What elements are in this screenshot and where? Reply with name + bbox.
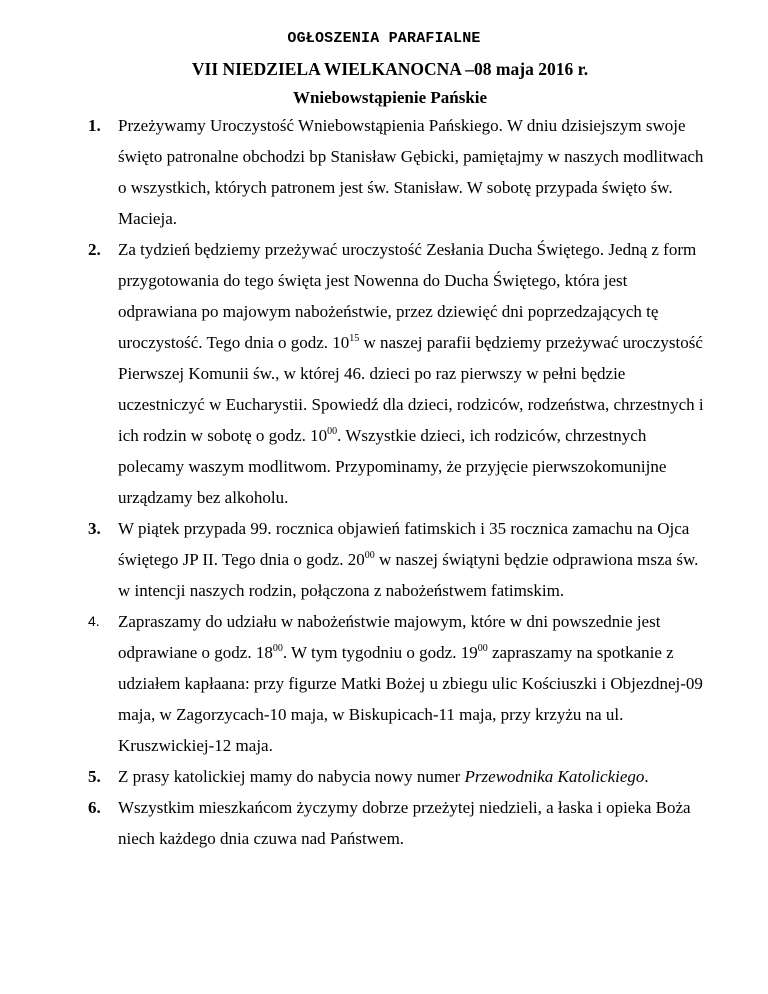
time-superscript: 15 [349, 333, 360, 344]
notice-item-3 [0, 513, 768, 606]
notice-number: 5. [88, 767, 101, 786]
notice-number: 4. [88, 613, 100, 629]
notice-item-1 [0, 110, 768, 234]
notice-text-part: . W tym tygodniu o godz. 19 [282, 643, 478, 662]
notice-item-6 [0, 792, 768, 854]
notice-text-part: zapraszamy na spotkanie z udziałem kapłaana: przy figurze Matki Bożej u zbiegu ulic Kościuszki i Objezdnej-09 maja, w Zagorzycach-10 maja, w Biskupicach-11 maja, przy krzyżu na ul. Kruszwickiej-12 maja. [118, 643, 703, 755]
notice-text-part: Z prasy katolickiej mamy do nabycia nowy numer [118, 767, 465, 786]
publication-title: Przewodnika Katolickiego [464, 767, 645, 786]
notice-text-part: w naszej świątyni będzie odprawiona msza św. w intencji naszych rodzin, połączona z nabożeństwem fatimskim. [118, 550, 699, 600]
notice-text-part: . Wszystkie dzieci, ich rodziców, chrzestnych polecamy waszym modlitwom. Przypominamy, że przyjęcie pierwszokomunijne urządzamy bez alkoholu. [118, 426, 667, 507]
notices-list [0, 110, 768, 854]
page-title: VII NIEDZIELA WIELKANOCNA –08 maja 2016 r. [191, 59, 589, 79]
time-superscript: 00 [364, 550, 375, 561]
notice-text: Wszystkim mieszkańcom życzymy dobrze przeżytej niedzieli, a łaska i opieka Boża niech każdego dnia czuwa nad Państwem. [118, 798, 691, 848]
time-superscript: 00 [327, 426, 338, 437]
notice-number: 6. [88, 798, 101, 817]
notice-item-5 [0, 761, 768, 792]
notice-item-4 [0, 606, 768, 761]
notice-text-part: w naszej parafii będziemy przeżywać uroczystość Pierwszej Komunii św., w której 46. dzieci po raz pierwszy w pełni będzie uczestniczyć w Eucharystii. Spowiedź dla dzieci, rodziców, rodzeństwa, chrzestnych i ich rodzin w sobotę o godz. 10 [118, 333, 704, 445]
notice-number: 1. [88, 116, 101, 135]
notice-text-part: W piątek przypada 99. rocznica objawień fatimskich i 35 rocznica zamachu na Ojca świętego JP II. Tego dnia o godz. 20 [118, 519, 690, 569]
notice-text-part: . [644, 767, 649, 786]
time-superscript: 00 [272, 643, 283, 654]
page-subtitle: Wniebowstąpienie Pańskie [292, 88, 488, 107]
notice-text-part: Za tydzień będziemy przeżywać uroczystość Zesłania Ducha Świętego. Jedną z form przygotowania do tego święta jest Nowenna do Ducha Świętego, która jest odprawiana po majowym nabożeństwie, przez dziewięć dni poprzedzających tę uroczystość. Tego dnia o godz. 10 [118, 240, 697, 352]
notice-text-part: Zapraszamy do udziału w nabożeństwie majowym, które w dni powszednie jest odprawiane o godz. 18 [118, 612, 661, 662]
document-heading: OGŁOSZENIA PARAFIALNE [287, 30, 481, 47]
time-superscript: 00 [477, 643, 488, 654]
notice-item-2 [0, 234, 768, 513]
notice-number: 3. [88, 519, 101, 538]
notice-number: 2. [88, 240, 101, 259]
notice-text: Przeżywamy Uroczystość Wniebowstąpienia Pańskiego. W dniu dzisiejszym swoje święto patronalne obchodzi bp Stanisław Gębicki, pamiętajmy w naszych modlitwach o wszystkich, których patronem jest św. Stanisław. W sobotę przypada święto św. Macieja. [118, 116, 704, 228]
